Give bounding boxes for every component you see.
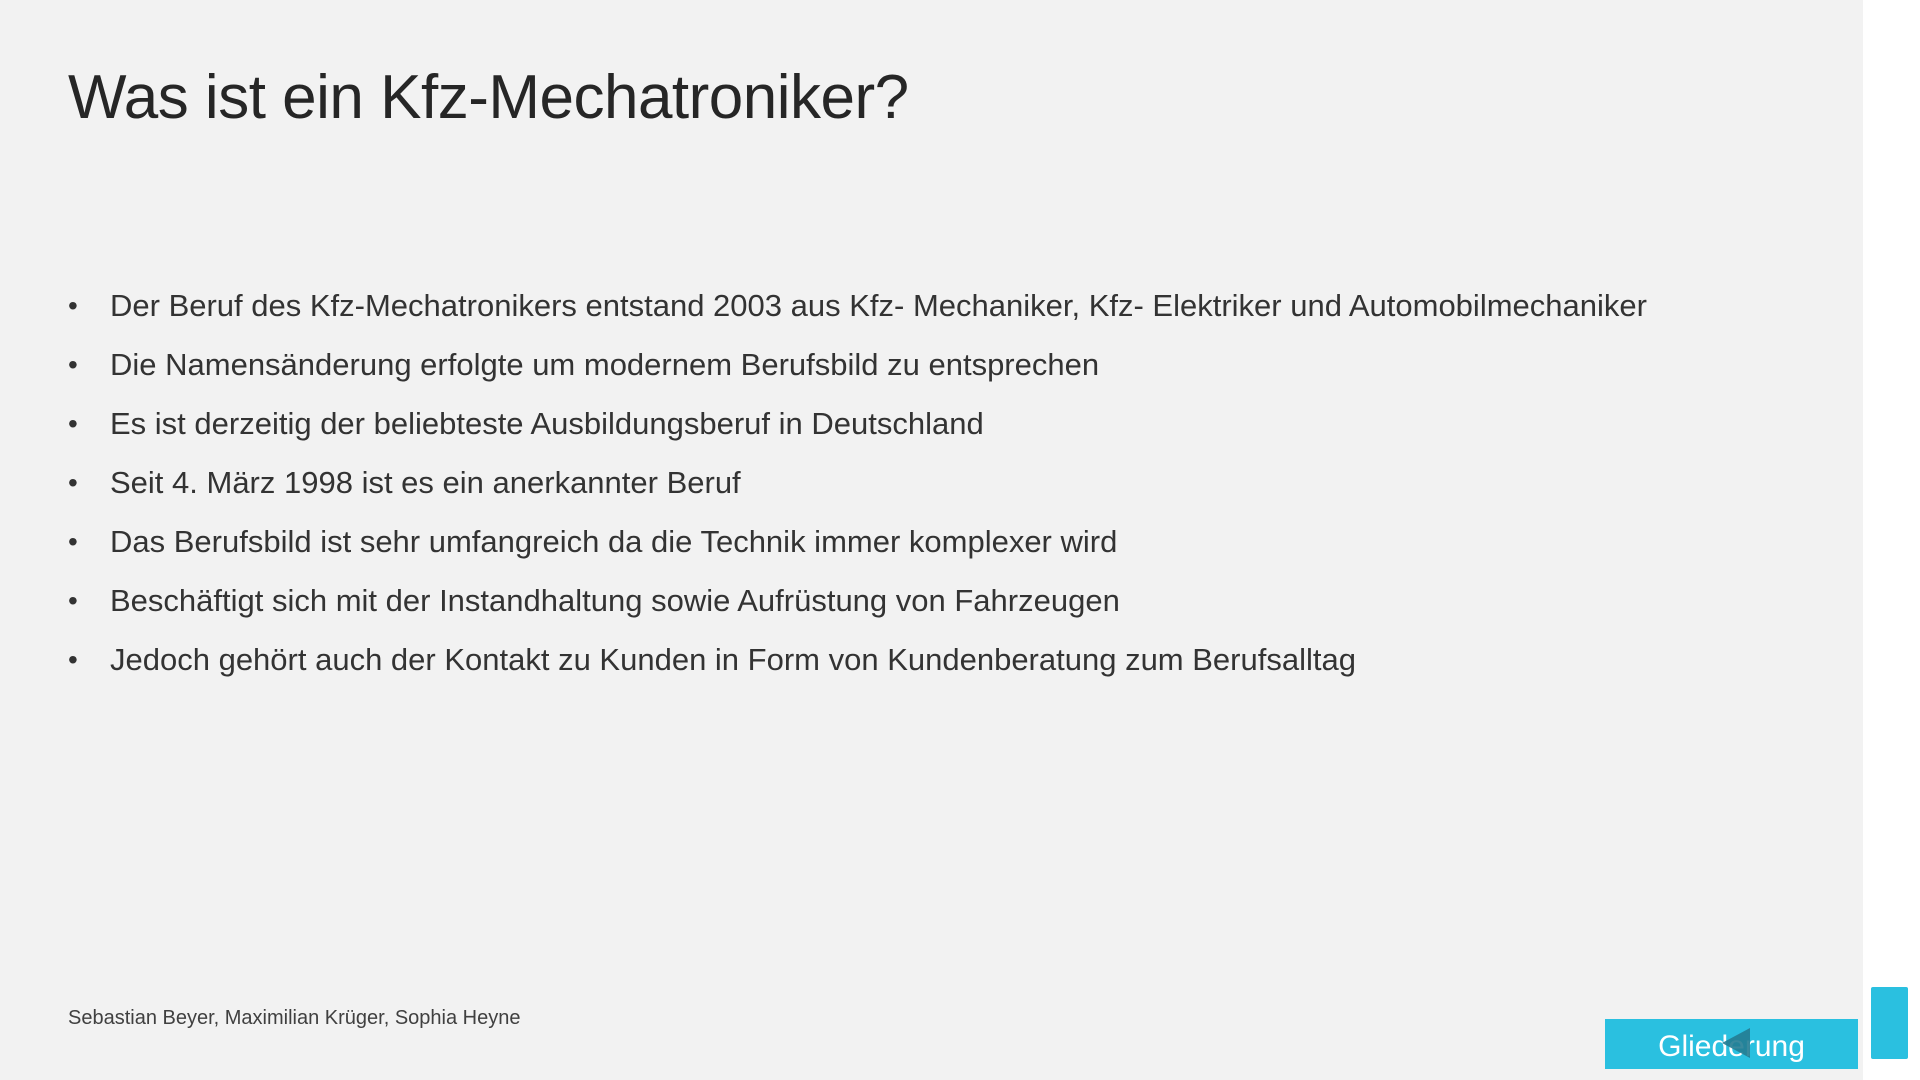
bullet-text: Seit 4. März 1998 ist es ein anerkannter Beruf	[110, 465, 741, 500]
bullet-text: Beschäftigt sich mit der Instandhaltung sowie Aufrüstung von Fahrzeugen	[110, 583, 1120, 618]
bullet-text: Die Namensänderung erfolgte um modernem Berufsbild zu entsprechen	[110, 347, 1100, 382]
bullet-dot-icon: •	[68, 349, 78, 380]
bullet-dot-icon: •	[68, 585, 78, 616]
bullet-dot-icon: •	[68, 526, 78, 557]
bullet-text: Es ist derzeitig der beliebteste Ausbildungsberuf in Deutschland	[110, 406, 984, 441]
back-arrow-icon[interactable]	[1722, 1028, 1750, 1058]
bullet-item	[68, 337, 1647, 396]
side-tab[interactable]	[1871, 987, 1908, 1059]
bullet-item	[68, 396, 1647, 455]
slide-title: Was ist ein Kfz-Mechatroniker?	[68, 63, 909, 132]
slide-footer-authors: Sebastian Beyer, Maximilian Krüger, Sophia Heyne	[68, 1007, 521, 1029]
bullet-item	[68, 632, 1647, 691]
bullet-dot-icon: •	[68, 644, 78, 675]
bullet-dot-icon: •	[68, 290, 78, 321]
bullet-item	[68, 573, 1647, 632]
bullet-item	[68, 514, 1647, 573]
bullet-item	[68, 455, 1647, 514]
bullet-item	[68, 278, 1647, 337]
bullet-text: Das Berufsbild ist sehr umfangreich da die Technik immer komplexer wird	[110, 524, 1118, 559]
bullet-dot-icon: •	[68, 467, 78, 498]
gliederung-button[interactable]: Gliederung	[1605, 1019, 1858, 1069]
bullet-text: Jedoch gehört auch der Kontakt zu Kunden in Form von Kundenberatung zum Berufsalltag	[110, 642, 1356, 677]
bullet-dot-icon: •	[68, 408, 78, 439]
bullet-list	[68, 278, 1647, 691]
bullet-text: Der Beruf des Kfz-Mechatronikers entstand 2003 aus Kfz- Mechaniker, Kfz- Elektriker und Automobilmechaniker	[110, 288, 1647, 323]
